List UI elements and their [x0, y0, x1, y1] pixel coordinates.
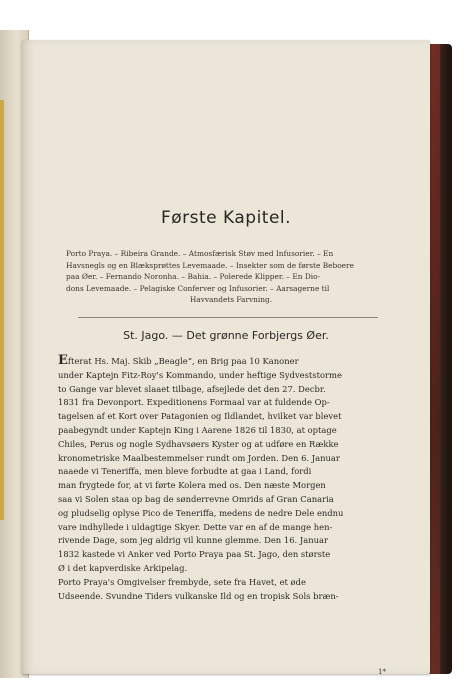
body-line: kronometriske Maalbestemmelser rundt om Jorden. Den 6. Januar: [58, 452, 340, 463]
body-line: Ø i det kapverdiske Arkipelag.: [58, 562, 188, 573]
body-line: saa vi Solen staa op bag de sønderrevne Omrids af Gran Canaria: [58, 493, 334, 504]
body-line: naaede vi Teneriffa, men bleve forbudte at gaa i Land, fordi: [58, 466, 312, 477]
body-line: tagelsen af et Kort over Patagonien og Ildlandet, hvilket var blevet: [58, 411, 342, 422]
gilt-edge: [0, 100, 4, 520]
body-line: 1831 fra Devonport. Expeditionens Formaal var at fuldende Op-: [58, 397, 330, 408]
chapter-title: Første Kapitel.: [160, 208, 292, 228]
body-line: Chiles, Perus og nogle Sydhavsøers Kyster og at udføre en Række: [58, 438, 339, 449]
body-line: to Gange var blevet slaaet tilbage, afsejlede det den 27. Decbr.: [58, 383, 326, 394]
summary-line: Havsnegls og en Blæksprøttes Levemaade. – Insekter som de første Beboere: [66, 260, 354, 270]
body-line: vare indhyllede i uldagtige Skyer. Dette var en af de mange hen-: [58, 521, 333, 532]
body-line: rivende Dage, som jeg aldrig vil kunne glemme. Den 16. Januar: [58, 535, 328, 546]
signature-mark: 1*: [378, 668, 386, 676]
body-line: under Kaptejn Fitz-Roy's Kommando, under heftige Sydveststorme: [58, 369, 342, 380]
body-line: og pludselig oplyse Pico de Teneriffa, medens de nedre Dele endnu: [58, 507, 344, 518]
spine-leather: [430, 44, 440, 674]
summary-line: paa Øer. – Fernando Noronha. – Bahia. – Polerede Klipper. – En Dio-: [66, 272, 321, 282]
section-title: St. Jago. — Det grønne Forbjergs Øer.: [123, 329, 329, 342]
summary-line: dons Levemaade. – Pelagiske Conferver og Infusorier. – Aarsagerne til: [66, 283, 330, 293]
body-line: 1832 kastede vi Anker ved Porto Praya paa St. Jago, den største: [58, 549, 331, 560]
body-line: Porto Praya's Omgivelser frembyde, sete fra Havet, et øde: [58, 576, 306, 587]
summary-line: Havvandets Farvning.: [189, 295, 273, 305]
body-line: Udseende. Svundne Tiders vulkanske Ild og en tropisk Sols bræn-: [58, 590, 339, 601]
divider-rule: [78, 317, 378, 318]
chapter-summary: [66, 248, 396, 306]
body-line: man frygtede for, at vi førte Kolera med os. Den næste Morgen: [58, 480, 326, 491]
body-line: paabegyndt under Kaptejn King i Aarene 1826 til 1830, at optage: [58, 424, 337, 435]
summary-line: Porto Praya. – Ribeira Grande. – Atmosfærisk Støv med Infusorier. – En: [66, 249, 334, 258]
body-line: Efterat Hs. Maj. Skib „Beagle“, en Brig paa 10 Kanoner: [58, 354, 299, 368]
book: [0, 30, 452, 678]
body-text: [58, 354, 404, 603]
book-page: [22, 40, 430, 674]
